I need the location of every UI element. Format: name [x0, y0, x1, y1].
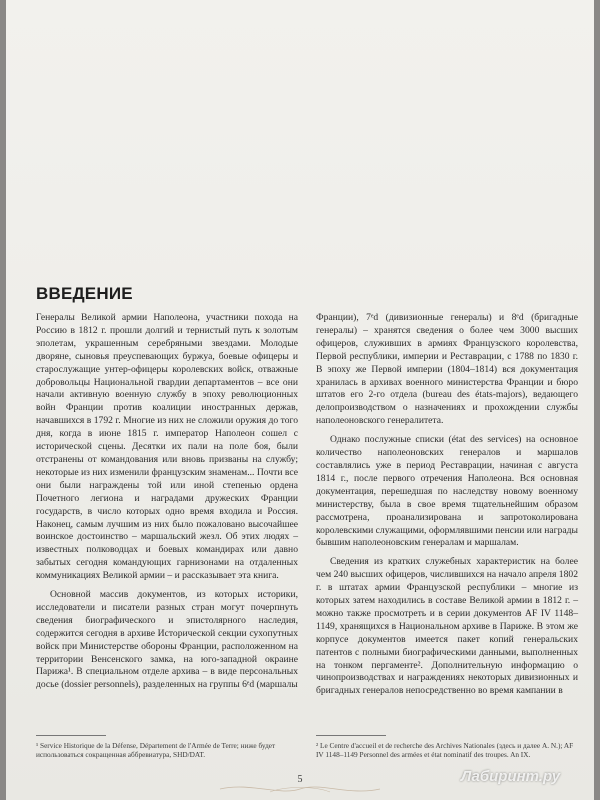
footnote-1: ¹ Service Historique de la Défense, Département de l'Armée de Terre; ниже будет использоваться сокращенная аббревиатура, SHD/DAT. [36, 741, 276, 760]
right-column [316, 312, 578, 698]
page-number: 5 [297, 774, 303, 785]
ornament-icon [210, 780, 390, 798]
paragraph: Основной массив документов, из которых историки, исследователи и писатели разных стран могут почерпнуть сведения биографического и эпистолярного наследия, содержится сегодня в архиве Исторической секции сухопутных войск при Министерстве обороны Франции, расположенном на территории Венсенского замка, на юго-западной окраине Парижа¹. В специальном отделе архива – в виде персональных досье (dossier personnels), разделенных на группы 6ᵉd (маршалы [36, 589, 298, 691]
left-column [36, 312, 298, 692]
paragraph: Однако послужные списки (état des services) на основное количество наполеоновских генералов и маршалов составлялись уже в период Реставрации, начиная с августа 1814 г., после первого отречения Наполеона. Вся основная документация, перешедшая по наследству новому военному министерству, была в свое время тщательнейшим образом рассмотрена, проанализирована и запротоколирована королевскими служащими, оформлявшими пенсии или награды бывшим наполеоновским генералам и маршалам. [316, 434, 578, 549]
paragraph: Сведения из кратких служебных характеристик на более чем 240 высших офицеров, числившихся на начало апреля 1802 г. в штатах армии Французской республики – многие из которых затем находились в составе Великой армии в 1812 г. – можно также просмотреть и в серии документов AF IV 1148–1149, хранящихся в Национальном архиве в Париже. В этом же корпусе документов имеется пакет копий генеральских патентов с полными биографическими данными, выполненных на тонком пергаменте². Дополнительную информацию о чинопроизводствах и награждениях некоторых дивизионных и бригадных генералов непосредственно во время кампании в [316, 556, 578, 697]
section-heading: ВВЕДЕНИЕ [36, 284, 133, 303]
watermark-logo: Лабиринт.ру [461, 768, 561, 785]
paragraph: Франции), 7ᵉd (дивизионные генералы) и 8ᵉd (бригадные генералы) – хранятся сведения о более чем 3000 высших офицеров, служивших в армиях Французского королевства, Первой республики, империи и Реставрации, с 1788 по 1830 г. В эпоху же Первой империи (1804–1814) вся документация хранилась в архивах военного министерства Франции и бюро штатов его 2-го отдела (bureau des états-majors), ведающего делопроизводством о назначениях и прохождении службы наполеоновского генералитета. [316, 312, 578, 427]
footnote-2: ² Le Centre d'accueil et de recherche des Archives Nationales (здесь и далее A. N.); AF IV 1148–1149 Personnel des armées et état nominatif des troupes. An IX. [316, 741, 574, 760]
book-page [6, 0, 594, 800]
footnote-divider [36, 735, 106, 736]
footnote-divider [316, 735, 386, 736]
paragraph: Генералы Великой армии Наполеона, участники похода на Россию в 1812 г. прошли долгий и тернистый путь к золотым эполетам, украшенным серебряными звездами. Молодые дворяне, сыновья преуспевающих буржуа, боевые офицеры и старослужащие унтер-офицеры королевских войск, отважные добровольцы Национальной гвардии департаментов – все они начали активную военную службу в эпоху революционных войн Франции против коалиции иностранных держав, начавшихся в 1792 г. Многие из них не сложили оружия до того дня, когда в июне 1815 г. император Наполеон сошел с исторической сцены. Десятки их пали на поле боя, были отстранены от командования или вновь призваны на службу; некоторые из них изменили французским знаменам... Почти все они были награждены той или иной степенью ордена Почетного легиона и наградами дружеских Франции государств, в число которых одно время входила и Россия. Наконец, самым лучшим из них было пожаловано высочайшее воинское достоинство – маршальский жезл. Об этих людях – известных полководцах и боевых командирах или давно забытых сегодня командующих гарнизонами на отдаленных коммуникациях Великой армии – и рассказывает эта книга. [36, 312, 298, 582]
